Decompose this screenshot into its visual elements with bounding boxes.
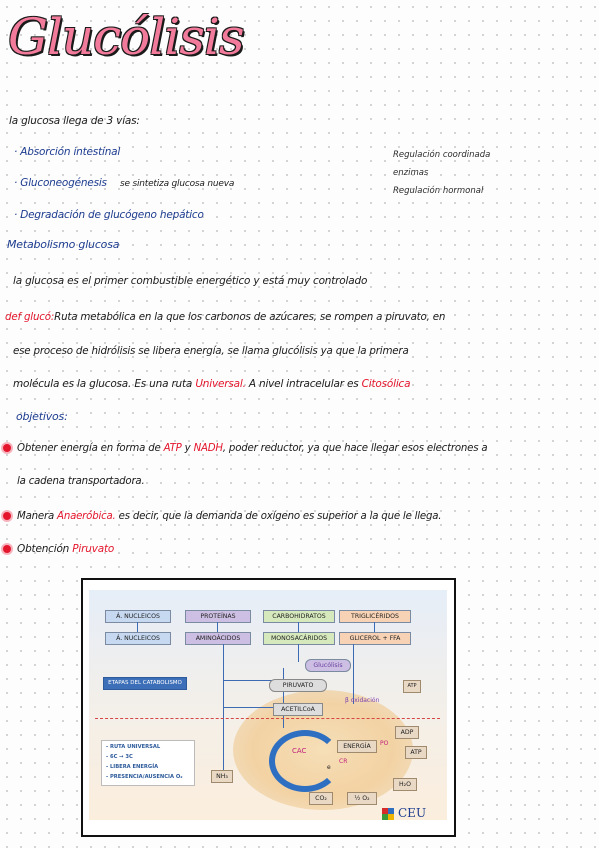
membrane-dash [95, 718, 440, 719]
acetilcoa-box: ACETILCoA [273, 703, 323, 716]
paragraph-line-3: ese proceso de hidrólisis se libera energía, se llama glucólisis ya que la primera [13, 345, 409, 357]
objetivo-item-1-cont: la cadena transportadora. [17, 476, 145, 487]
highlight-piruvato: Piruvato [72, 543, 115, 555]
ceu-logo-text: CEU [398, 806, 427, 820]
paragraph-text: molécula es la glucosa. Es una ruta [13, 378, 193, 390]
macro-box-proteinas: PROTEÍNAS [185, 610, 251, 623]
legend-item: - RUTA UNIVERSAL [106, 744, 161, 750]
o2-box: ½ O₂ [347, 792, 377, 805]
monomer-box-nucleicos: Á. NUCLEICOS [105, 632, 171, 645]
paragraph-line-1: la glucosa es el primer combustible energético y está muy controlado [13, 275, 368, 287]
nh3-box: NH₃ [211, 770, 233, 783]
legend-box [101, 740, 195, 786]
section-heading: Metabolismo glucosa [7, 238, 120, 251]
arrow-line [298, 644, 299, 662]
arrow-line [353, 644, 354, 704]
via-label: Degradación de glucógeno hepático [20, 209, 204, 221]
arrow-line [374, 622, 375, 632]
paragraph-text: A nivel intracelular es [248, 378, 359, 390]
monomer-box-aminoacidos: AMINOÁCIDOS [185, 632, 251, 645]
macro-box-nucleicos: Á. NUCLEICOS [105, 610, 171, 623]
via-item-2 [14, 177, 234, 189]
ceu-logo-icon [382, 808, 394, 820]
via-label: Absorción intestinal [20, 146, 121, 158]
bullet-dot: · [14, 177, 21, 189]
objetivo-text: es decir, que la demanda de oxígeno es superior a la que le llega. [118, 511, 442, 522]
bullet-dot: · [14, 146, 21, 158]
co2-box: CO₂ [309, 792, 333, 805]
legend-item: - PRESENCIA/AUSENCIA O₂ [106, 774, 183, 780]
objetivo-text: Obtención [17, 543, 70, 555]
highlight-anaerobica: Anaeróbica. [57, 511, 116, 522]
via-extra: se sintetiza glucosa nueva [119, 179, 235, 189]
cac-label: CAC [292, 747, 307, 755]
paragraph-line-2 [5, 311, 445, 323]
bullet-dot: · [14, 209, 21, 221]
adp-box: ADP [395, 726, 419, 739]
objetivo-item-1 [3, 443, 487, 454]
highlight-nadh: NADH [193, 443, 223, 454]
small-atp-box: ATP [403, 680, 421, 693]
bullet-icon [3, 545, 11, 553]
piruvato-pill: PIRUVATO [269, 679, 327, 692]
atp-box: ATP [405, 746, 427, 759]
electron-label: e [327, 764, 331, 771]
catabolism-diagram [81, 578, 456, 837]
glucolisis-pill: Glucólisis [305, 659, 351, 672]
arrow-line [137, 622, 138, 632]
legend-item: - 6C → 3C [106, 754, 133, 760]
highlight-universal: Universal. [195, 378, 246, 390]
objetivo-item-3 [3, 543, 114, 555]
objetivo-text: y [184, 443, 191, 454]
objetivos-heading: objetivos: [16, 410, 68, 423]
side-note-2: enzimas [393, 168, 429, 178]
cac-cycle-icon [269, 730, 341, 792]
side-note-3: Regulación hormonal [393, 186, 484, 196]
page-title: Glucólisis [8, 8, 244, 66]
macro-box-carbohidratos: CARBOHIDRATOS [263, 610, 335, 623]
macro-box-trigliceridos: TRIGLICÉRIDOS [339, 610, 411, 623]
beta-oxidation-label: β oxidación [345, 697, 380, 704]
arrow-line [298, 622, 299, 632]
bullet-icon [3, 444, 11, 452]
monomer-box-monosacaridos: MONOSACÁRIDOS [263, 632, 335, 645]
po-label: PO [380, 740, 389, 747]
legend-item: - LIBERA ENERGÍA [106, 764, 159, 770]
cr-label: CR [339, 758, 348, 765]
objetivo-text: Obtener energía en forma de [17, 443, 161, 454]
monomer-box-glicerol: GLICEROL + FFA [339, 632, 411, 645]
highlight-citosolica: Citosólica [361, 378, 411, 390]
arrow-line [217, 622, 218, 632]
objetivo-text: Manera [17, 511, 54, 522]
paragraph-line-4 [13, 378, 410, 390]
side-note-1: Regulación coordinada [393, 150, 491, 160]
etapas-label: ETAPAS DEL CATABOLISMO [103, 677, 187, 690]
h2o-box: H₂O [393, 778, 417, 791]
via-label: Gluconeogénesis [20, 177, 107, 189]
objetivo-item-2 [3, 511, 441, 522]
objetivo-text: , poder reductor, ya que hace llegar esos electrones a [222, 443, 488, 454]
bullet-icon [3, 512, 11, 520]
highlight-atp: ATP [163, 443, 182, 454]
via-item-3 [14, 209, 204, 221]
arrow-line [223, 644, 224, 774]
definition-text: Ruta metabólica en la que los carbonos de azúcares, se rompen a piruvato, en [54, 311, 446, 323]
via-item-1 [14, 146, 120, 158]
definition-label: def glucó: [5, 311, 55, 323]
arrow-line [283, 668, 284, 728]
energia-box: ENERGÍA [337, 740, 377, 753]
intro-text: la glucosa llega de 3 vías: [9, 115, 140, 127]
